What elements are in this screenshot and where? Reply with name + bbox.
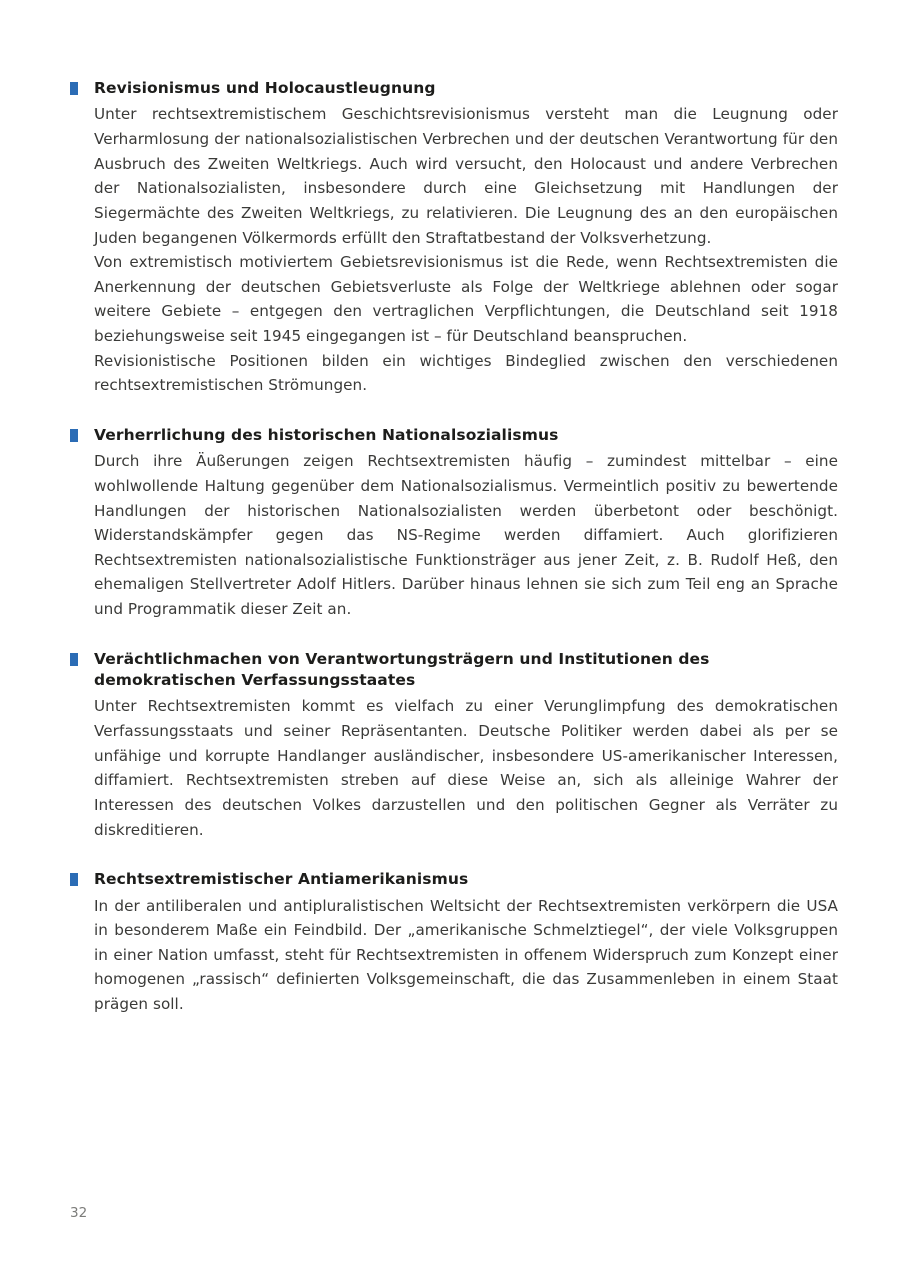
section-body: [70, 449, 838, 621]
section-heading-row: [70, 649, 838, 692]
section-veraechtlichmachen: [70, 649, 838, 843]
square-bullet-icon: [70, 653, 78, 666]
section-heading-row: [70, 869, 838, 890]
paragraph: Unter rechtsextremistischem Geschichtsrevisionismus versteht man die Leugnung oder Verharmlosung der nationalsozialistischen Verbrechen und der deutschen Verantwortung für den Ausbruch des Zweiten Weltkriegs. Auch wird versucht, den Holocaust und andere Verbrechen der Nationalsozialisten, insbesondere durch eine Gleichsetzung mit Handlungen der Siegermächte des Zweiten Weltkriegs, zu relativieren. Die Leugnung des an den europäischen Juden begangenen Völkermords erfüllt den Straftatbestand der Volksverhetzung.: [94, 105, 838, 247]
square-bullet-icon: [70, 429, 78, 442]
section-antiamerikanismus: [70, 869, 838, 1017]
section-heading: Verächtlichmachen von Verantwortungsträgern und Institutionen des demokratischen Verfassungsstaates: [94, 649, 710, 689]
square-bullet-icon: [70, 873, 78, 886]
section-heading: Verherrlichung des historischen Nationalsozialismus: [94, 425, 559, 444]
section-heading-row: [70, 78, 838, 99]
section-heading: Rechtsextremistischer Antiamerikanismus: [94, 870, 469, 889]
square-bullet-icon: [70, 82, 78, 95]
page-content: [70, 78, 838, 1017]
section-body: [70, 894, 838, 1017]
section-heading-row: [70, 425, 838, 446]
page-number: 32: [70, 1205, 88, 1221]
section-verherrlichung: [70, 425, 838, 622]
paragraph: Unter Rechtsextremisten kommt es vielfach zu einer Verunglimpfung des demokratischen Verfassungsstaats und seiner Repräsentanten. Deutsche Politiker werden dabei als per se unfähige und korrupte Handlanger ausländischer, insbesondere US-amerikanischer Interessen, diffamiert. Rechtsextremisten streben auf diese Weise an, sich als alleinige Wahrer der Interessen des deutschen Volkes darzustellen und den politischen Gegner als Verräter zu diskreditieren.: [94, 697, 838, 839]
section-revisionismus: [70, 78, 838, 398]
section-body: [70, 694, 838, 842]
paragraph: In der antiliberalen und antipluralistischen Weltsicht der Rechtsextremisten verkörpern die USA in besonderem Maße ein Feindbild. Der „amerikanische Schmelztiegel“, der viele Volksgruppen in einer Nation umfasst, steht für Rechtsextremisten in offenem Widerspruch zum Konzept einer homogenen „rassisch“ definierten Volksgemeinschaft, die das Zusammenleben in einem Staat prägen soll.: [94, 896, 838, 1013]
paragraph: Durch ihre Äußerungen zeigen Rechtsextremisten häufig – zumindest mittelbar – eine wohlwollende Haltung gegenüber dem Nationalsozialismus. Vermeintlich positiv zu bewertende Handlungen der historischen Nationalsozialisten werden überbetont oder beschönigt. Widerstandskämpfer gegen das NS-Regime werden diffamiert. Auch glorifizieren Rechtsextremisten nationalsozialistische Funktionsträger aus jener Zeit, z. B. Rudolf Heß, den ehemaligen Stellvertreter Adolf Hitlers. Darüber hinaus lehnen sie sich zum Teil eng an Sprache und Programmatik dieser Zeit an.: [94, 452, 838, 618]
section-body: [70, 102, 838, 398]
paragraph: Von extremistisch motiviertem Gebietsrevisionismus ist die Rede, wenn Rechtsextremisten die Anerkennung der deutschen Gebietsverluste als Folge der Weltkriege ablehnen oder sogar weitere Gebiete – entgegen den vertraglichen Verpflichtungen, die Deutschland seit 1918 beziehungsweise seit 1945 eingegangen ist – für Deutschland beanspruchen.: [94, 253, 838, 345]
paragraph: Revisionistische Positionen bilden ein wichtiges Bindeglied zwischen den verschiedenen rechtsextremistischen Strömungen.: [94, 351, 838, 395]
section-heading: Revisionismus und Holocaustleugnung: [94, 79, 436, 97]
